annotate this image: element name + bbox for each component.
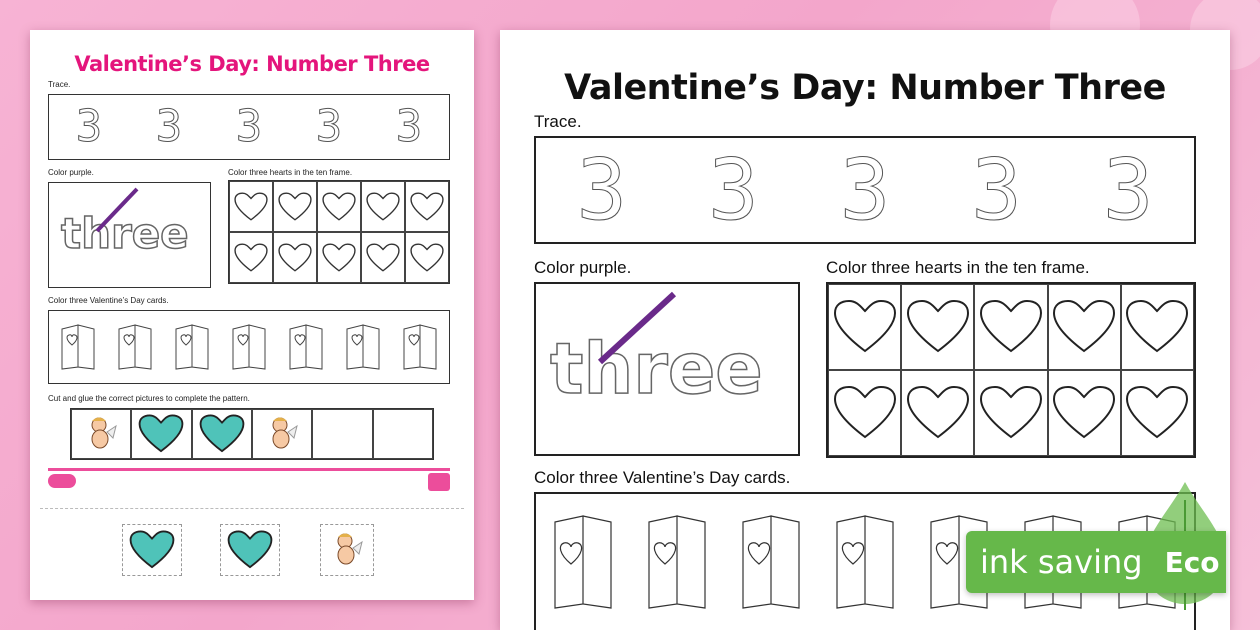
ten-frame-label: Color three hearts in the ten frame.	[826, 258, 1090, 277]
pattern-cell	[192, 409, 252, 459]
heart-outline-icon	[1052, 299, 1116, 355]
heart-outline-icon	[234, 243, 268, 273]
heart-filled-icon	[128, 530, 176, 570]
trace-digit: 3	[708, 141, 759, 239]
heart-outline-icon	[278, 243, 312, 273]
ten-frame-cell	[828, 370, 901, 456]
trace-label: Trace.	[534, 112, 582, 131]
trace-digit: 3	[971, 141, 1022, 239]
valentine-card-icon	[173, 323, 211, 371]
valentine-card-icon	[551, 512, 615, 612]
cutout-piece	[122, 524, 182, 576]
heart-outline-icon	[1125, 385, 1189, 441]
trace-digit: 3	[395, 101, 423, 152]
ten-frame-cell	[405, 181, 449, 232]
heart-outline-icon	[979, 299, 1043, 355]
cards-label-small: Color three Valentine’s Day cards.	[48, 296, 169, 305]
pattern-cell	[71, 409, 131, 459]
trace-digit: 3	[1102, 141, 1154, 239]
cupid-icon	[329, 530, 365, 570]
heart-outline-icon	[410, 192, 444, 222]
trace-digit: 3	[235, 101, 263, 152]
trace-digit: 3	[839, 141, 891, 239]
heart-outline-icon	[979, 385, 1043, 441]
cupid-icon	[83, 414, 119, 454]
valentine-card-icon	[116, 323, 154, 371]
brand-seal-icon	[428, 473, 450, 491]
valentine-card-icon	[833, 512, 897, 612]
heart-outline-icon	[410, 243, 444, 273]
heart-outline-icon	[906, 299, 970, 355]
heart-outline-icon	[833, 299, 897, 355]
trace-digit: 3	[315, 101, 343, 152]
ten-frame-cell	[1121, 370, 1194, 456]
ten-frame-cell	[828, 284, 901, 370]
pattern-row-small	[70, 408, 434, 460]
cutout-piece	[220, 524, 280, 576]
trace-digit: 3	[155, 101, 183, 152]
trace-box	[534, 136, 1196, 244]
cut-line	[40, 508, 464, 509]
cards-box-small	[48, 310, 450, 384]
heart-outline-icon	[1052, 385, 1116, 441]
ten-frame-cell	[901, 284, 974, 370]
cupid-icon	[264, 414, 300, 454]
ten-frame-cell	[317, 181, 361, 232]
ten-frame-cell	[1121, 284, 1194, 370]
heart-filled-icon	[137, 414, 185, 454]
heart-outline-icon	[322, 192, 356, 222]
worksheet-thumbnail	[30, 30, 474, 600]
word-box-small	[48, 182, 211, 288]
heart-outline-icon	[366, 192, 400, 222]
valentine-card-icon	[59, 323, 97, 371]
valentine-card-icon	[401, 323, 439, 371]
worksheet-title: Valentine’s Day: Number Three	[564, 68, 1166, 108]
trace-digit: 3	[576, 141, 628, 239]
heart-outline-icon	[833, 385, 897, 441]
color-purple-label: Color purple.	[534, 258, 632, 277]
word-three: three	[550, 328, 763, 410]
ten-frame-cell	[974, 370, 1047, 456]
heart-outline-icon	[1125, 299, 1189, 355]
pattern-cell	[252, 409, 312, 459]
valentine-card-icon	[645, 512, 709, 612]
ten-frame-label-small: Color three hearts in the ten frame.	[228, 168, 353, 177]
heart-filled-icon	[198, 414, 246, 454]
brand-logo-icon	[48, 474, 76, 488]
eco-label: Eco	[1164, 545, 1220, 579]
ten-frame-cell	[273, 232, 317, 283]
ten-frame-cell	[1048, 284, 1121, 370]
pattern-cell-empty	[373, 409, 433, 459]
pattern-cell	[131, 409, 191, 459]
heart-outline-icon	[906, 385, 970, 441]
crayon-icon	[592, 288, 682, 368]
footer-divider	[48, 468, 450, 471]
heart-outline-icon	[322, 243, 356, 273]
cutout-piece	[320, 524, 374, 576]
worksheet-title-small: Valentine’s Day: Number Three	[74, 52, 430, 76]
heart-outline-icon	[366, 243, 400, 273]
ten-frame-cell	[361, 181, 405, 232]
valentine-card-icon	[344, 323, 382, 371]
trace-label-small: Trace.	[48, 80, 71, 89]
valentine-card-icon	[287, 323, 325, 371]
trace-digit: 3	[75, 101, 103, 152]
ten-frame-cell	[1048, 370, 1121, 456]
ten-frame-cell	[405, 232, 449, 283]
word-three: three	[61, 209, 189, 258]
ink-saving-label: ink saving	[980, 543, 1143, 581]
ten-frame-cell	[273, 181, 317, 232]
ten-frame-cell	[229, 181, 273, 232]
heart-filled-icon	[226, 530, 274, 570]
cards-label: Color three Valentine’s Day cards.	[534, 468, 791, 487]
color-purple-label-small: Color purple.	[48, 168, 94, 177]
trace-box-small	[48, 94, 450, 160]
ten-frame-cell	[317, 232, 361, 283]
ink-saving-badge	[966, 531, 1226, 593]
heart-outline-icon	[234, 192, 268, 222]
word-box	[534, 282, 800, 456]
ten-frame-cell	[229, 232, 273, 283]
ten-frame-cell	[974, 284, 1047, 370]
pattern-cell-empty	[312, 409, 372, 459]
crayon-icon	[89, 185, 149, 235]
ten-frame	[826, 282, 1196, 458]
pattern-label-small: Cut and glue the correct pictures to complete the pattern.	[48, 394, 250, 403]
valentine-card-icon	[739, 512, 803, 612]
ten-frame-cell	[901, 370, 974, 456]
heart-outline-icon	[278, 192, 312, 222]
valentine-card-icon	[230, 323, 268, 371]
ten-frame-small	[228, 180, 450, 284]
ten-frame-cell	[361, 232, 405, 283]
